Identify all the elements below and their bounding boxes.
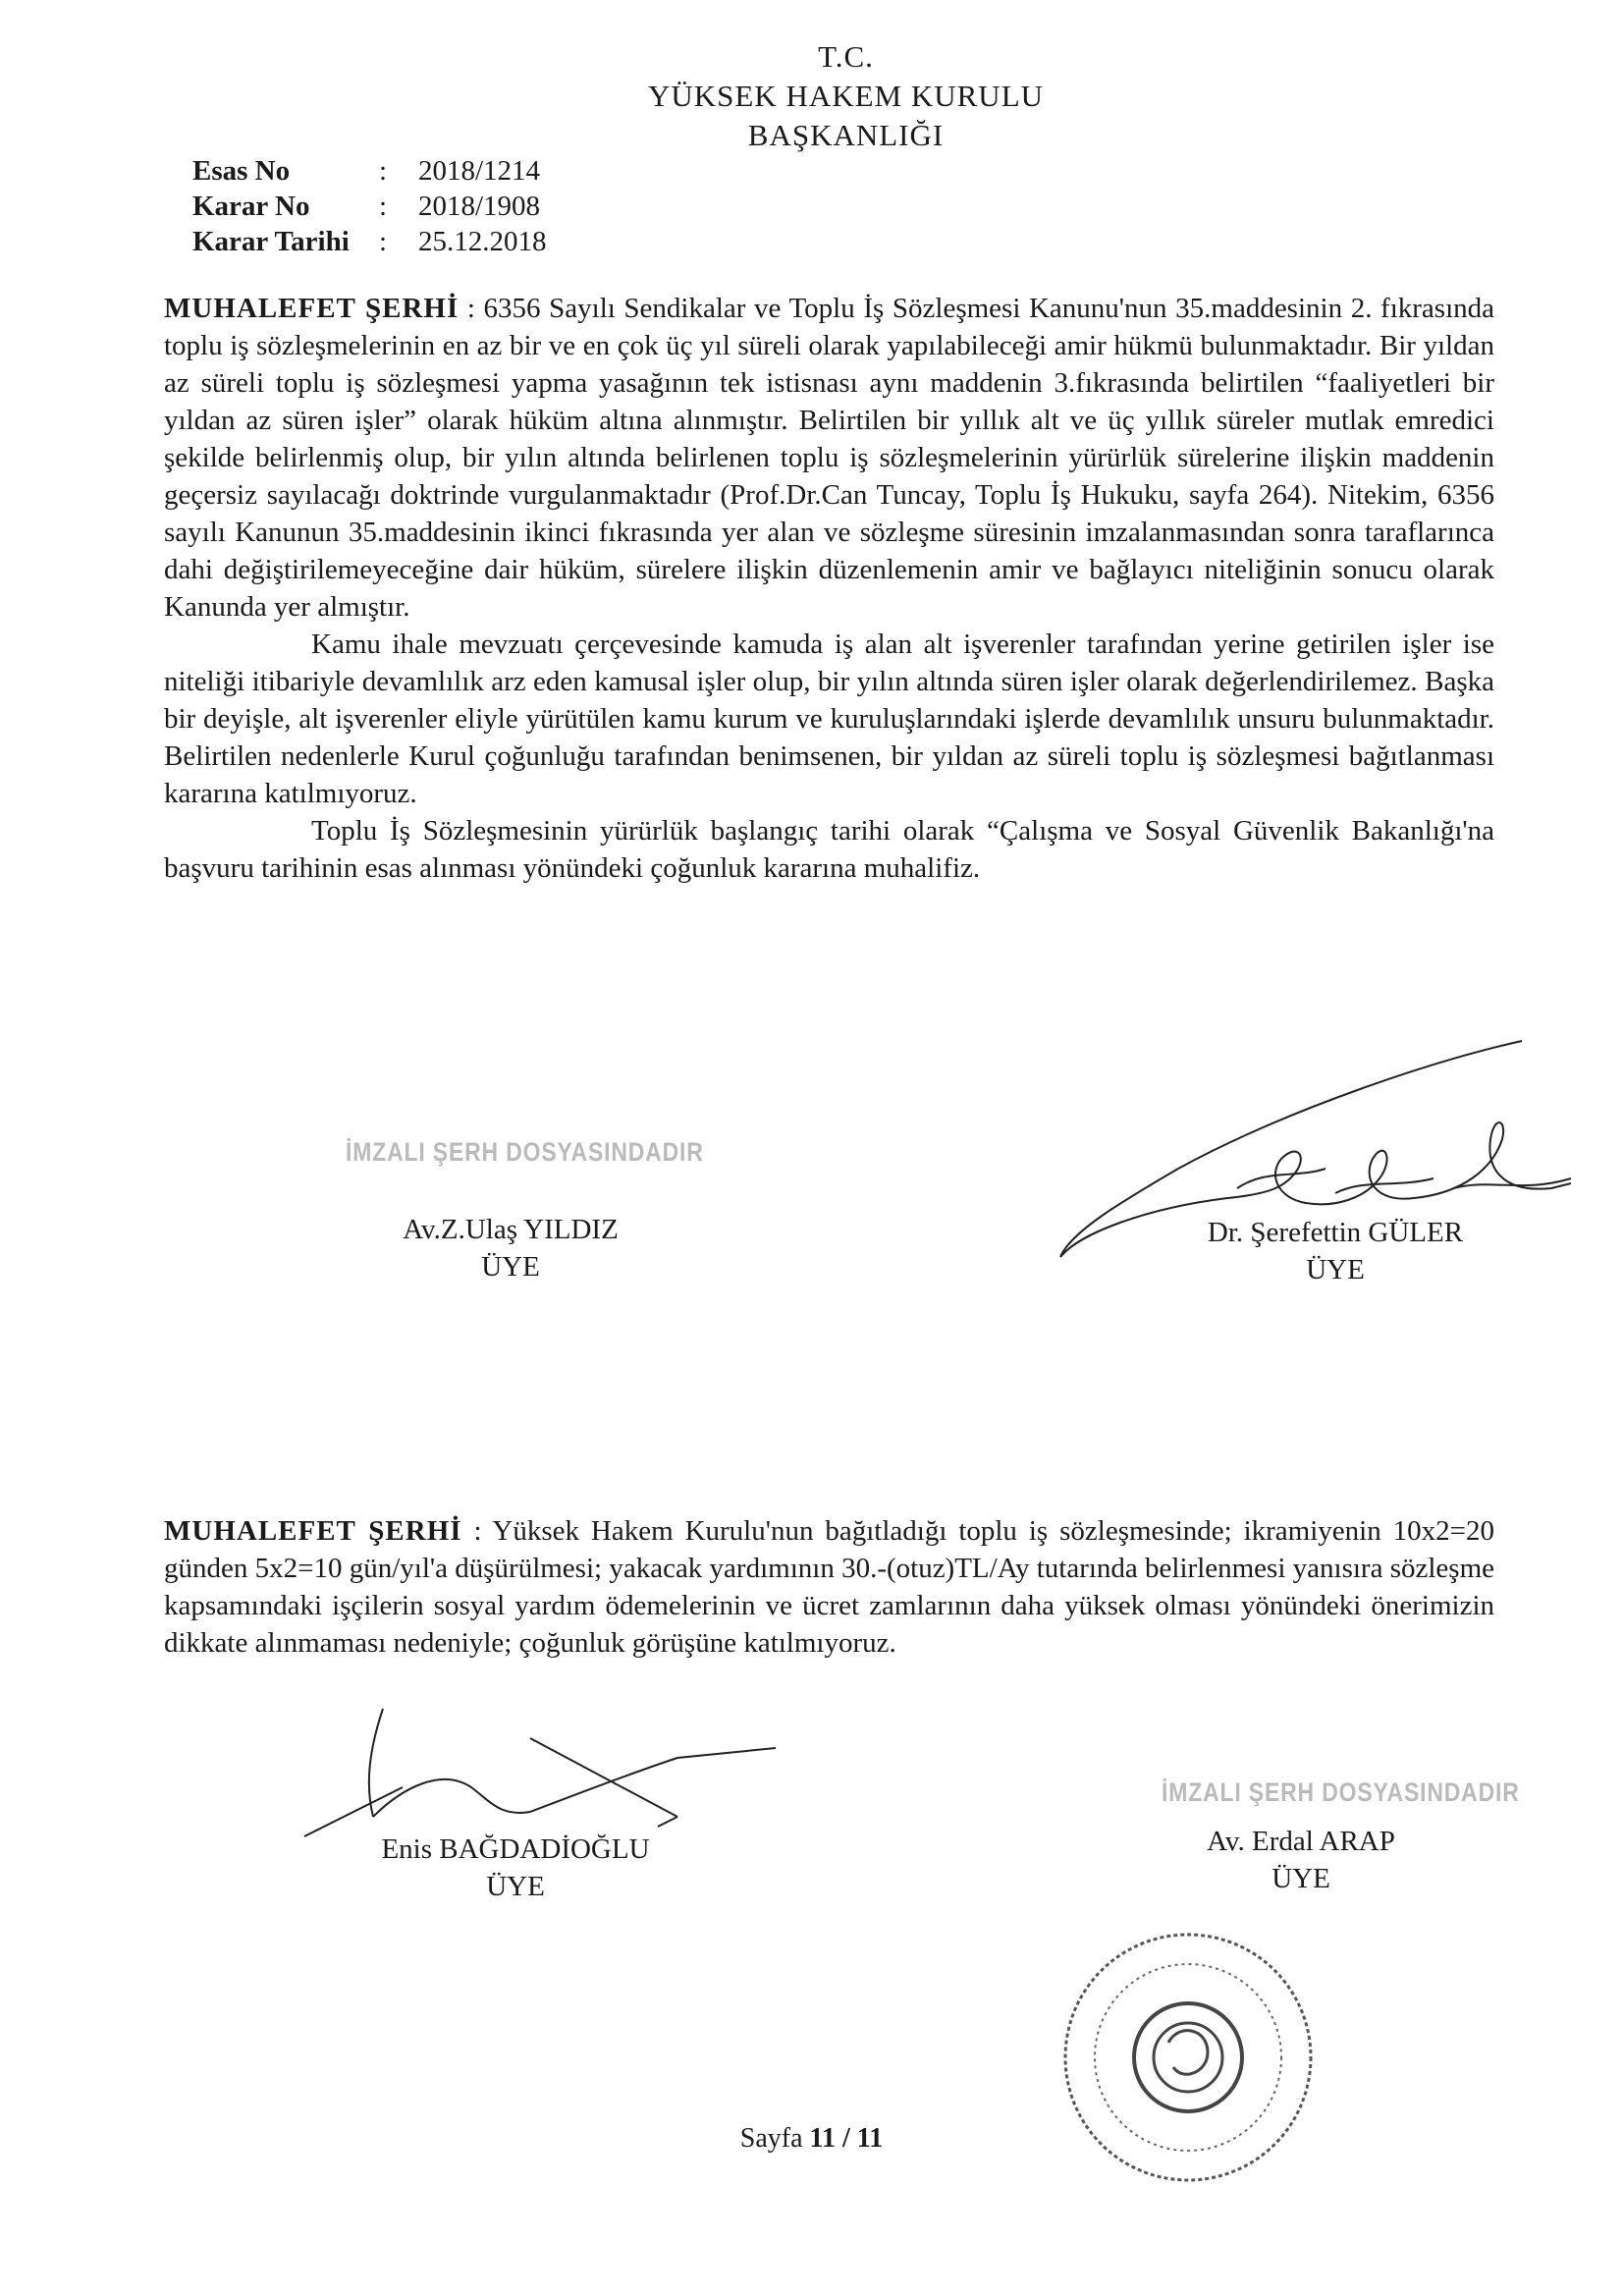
dissent-2-text-1: Yüksek Hakem Kurulu'nun bağıtladığı toplu iş sözleşmesinde; ikramiyenin 10x2=20 günden 5x2=10 gün/yıl'a düşürülmesi; yakacak yardımının 30.-(otuz)TL/Ay tutarında belirlenmesi yanısıra sözleşme kapsamındaki işçilerin sosyal yardım ödemelerinin ve ücret zamlarının daha yüksek olması yönündeki önerimizin dikkate alınmaması nedeniyle; çoğunluk görüşüne katılmıyoruz.: [164, 1515, 1494, 1659]
header-tc: T.C.: [818, 39, 874, 74]
dissent-2-paragraph-1: [164, 1512, 1494, 1662]
esas-row: [192, 153, 547, 189]
signer-role: ÜYE: [1306, 1254, 1365, 1285]
colon: :: [379, 155, 388, 187]
tarih-label: Karar Tarihi: [192, 226, 350, 257]
karar-value: 2018/1908: [418, 191, 541, 222]
karar-row: [192, 189, 547, 224]
signer-name: Av. Erdal ARAP: [1207, 1826, 1395, 1857]
signer-name: Av.Z.Ulaş YILDIZ: [403, 1214, 619, 1245]
page-number-value: 11 / 11: [809, 2123, 884, 2154]
page-label: Sayfa: [739, 2123, 803, 2154]
tarih-row: [192, 224, 547, 259]
dissent-1-text-1: 6356 Sayılı Sendikalar ve Toplu İş Sözleşmesi Kanunu'nun 35.maddesinin 2. fıkrasında toplu iş sözleşmelerinin en az bir ve en çok üç yıl süreli olarak yapılabileceği amir hükmü bulunmaktadır. Bir yıldan az süreli toplu iş sözleşmesi yapma yasağının tek istisnası aynı maddenin 3.fıkrasında belirtilen “faaliyetleri bir yıldan az süren işler” olarak hüküm altına alınmıştır. Belirtilen bir yıllık alt ve üç yıllık süreler mutlak emredici şekilde belirlenmiş olup, bir yılın altında belirlenen toplu iş sözleşmelerinin yürürlük sürelerine ilişkin maddenin geçersiz sayılacağı doktrinde vurgulanmaktadır (Prof.Dr.Can Tuncay, Toplu İş Hukuku, sayfa 264). Nitekim, 6356 sayılı Kanunun 35.maddesinin ikinci fıkrasında yer alan ve sözleşme süresinin imzalanmasından sonra taraflarınca dahi değiştirilemeyeceğine dair hüküm, sürelere ilişkin düzenlemenin amir ve bağlayıcı niteliğinin sonucu olarak Kanunda yer almıştır.: [164, 293, 1495, 623]
signer-role: ÜYE: [1271, 1863, 1330, 1894]
signed-stamp-left: İMZALI ŞERH DOSYASINDADIR: [346, 1137, 704, 1167]
document-header: [0, 37, 1623, 155]
esas-label: Esas No: [192, 155, 291, 187]
signer-yildiz: [334, 1211, 687, 1285]
dissent-1-paragraph-2: Kamu ihale mevzuatı çerçevesinde kamuda iş alan alt işverenler tarafından yerine getirilen işler ise niteliği itibariyle devamlılık arz eden kamusal işler olup, bir yılın altında süren işler olarak değerlendirilemez. Başka bir deyişle, alt işverenler eliyle yürütülen kamu kurum ve kuruluşlarındaki işlerde devamlılık unsuru bulunmaktadır. Belirtilen nedenlerle Kurul çoğunluğu tarafından benimsenen, bir yıldan az süreli toplu iş sözleşmesi bağıtlanması kararına katılmıyoruz.: [164, 629, 1494, 809]
signer-guler: [1159, 1214, 1512, 1288]
tarih-value: 25.12.2018: [418, 226, 547, 257]
signer-name: Enis BAĞDADİOĞLU: [381, 1833, 650, 1865]
colon: :: [379, 226, 388, 257]
dissent-2: [164, 1512, 1494, 1662]
signature-bagdadioglu: [304, 1699, 795, 1846]
header-presidency: BAŞKANLIĞI: [747, 118, 945, 152]
dissent-2-heading: MUHALEFET ŞERHİ: [164, 1515, 462, 1547]
esas-value: 2018/1214: [418, 155, 541, 187]
heading-colon: :: [461, 1515, 493, 1547]
dissent-1-paragraph-3: Toplu İş Sözleşmesinin yürürlük başlangıç tarihi olarak “Çalışma ve Sosyal Güvenlik Bakanlığı'na başvuru tarihinin esas alınması yönündeki çoğunluk kararına muhalifiz.: [164, 815, 1494, 884]
colon: :: [379, 191, 388, 222]
case-meta: [192, 153, 547, 259]
dissent-1: [164, 290, 1494, 887]
dissent-1-heading: MUHALEFET ŞERHİ: [164, 293, 460, 324]
signer-name: Dr. Şerefettin GÜLER: [1207, 1217, 1464, 1248]
page-number: [0, 2123, 1623, 2155]
signer-arap: [1144, 1823, 1458, 1897]
header-institution: YÜKSEK HAKEM KURULU: [647, 79, 1045, 113]
heading-colon: :: [459, 293, 484, 324]
karar-label: Karar No: [192, 191, 310, 222]
signed-stamp-right: İMZALI ŞERH DOSYASINDADIR: [1162, 1777, 1520, 1807]
signer-role: ÜYE: [486, 1871, 545, 1902]
signer-role: ÜYE: [481, 1251, 540, 1283]
signer-bagdadioglu: [334, 1831, 697, 1905]
dissent-1-paragraph-1: [164, 290, 1494, 626]
